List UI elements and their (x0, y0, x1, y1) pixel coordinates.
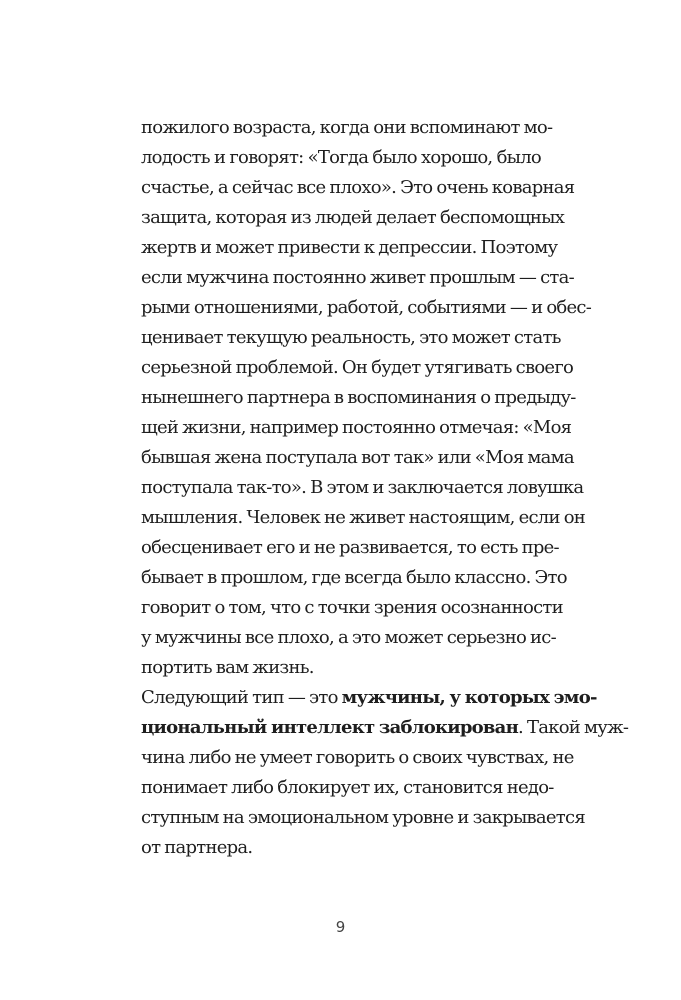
bold-text: мужчины, у которых эмо- (341, 687, 597, 708)
text-line: понимает либо блокирует их, становится недо- (141, 777, 554, 798)
text-line: если мужчина постоянно живет прошлым — ста- (141, 267, 574, 288)
text-line: лодость и говорят: «Тогда было хорошо, было (141, 147, 541, 168)
text-line (141, 713, 629, 743)
text-line: мышления. Человек не живет настоящим, если он (141, 507, 586, 528)
text-line: от партнера. (141, 837, 253, 858)
text-line: серьезной проблемой. Он будет утягивать своего (141, 357, 574, 378)
text-line: портить вам жизнь. (141, 657, 314, 678)
text-line: жертв и может привести к депрессии. Поэтому (141, 237, 558, 258)
text-line (141, 683, 597, 713)
regular-text: . Такой муж- (518, 717, 629, 738)
text-line: ценивает текущую реальность, это может стать (141, 327, 561, 348)
text-line: бывшая жена поступала вот так» или «Моя мама (141, 447, 574, 468)
bold-text: циональный интеллект заблокирован (141, 717, 519, 738)
page-number: 9 (335, 918, 346, 936)
text-line: поступала так-то». В этом и заключается ловушка (141, 477, 584, 498)
regular-text: Следующий тип — это (141, 687, 342, 708)
text-line: чина либо не умеет говорить о своих чувствах, не (141, 747, 574, 768)
text-line: счастье, а сейчас все плохо». Это очень коварная (141, 177, 575, 198)
text-line: пожилого возраста, когда они вспоминают мо- (141, 117, 553, 138)
text-line: щей жизни, например постоянно отмечая: «Моя (141, 417, 572, 438)
text-line: нынешнего партнера в воспоминания о предыду- (141, 387, 576, 408)
text-line: ступным на эмоциональном уровне и закрывается (141, 807, 585, 828)
text-line: защита, которая из людей делает беспомощных (141, 207, 565, 228)
text-line: у мужчины все плохо, а это может серьезно ис- (141, 627, 556, 648)
text-line: бывает в прошлом, где всегда было классно. Это (141, 567, 567, 588)
text-line: обесценивает его и не развивается, то есть пре- (141, 537, 559, 558)
text-line: рыми отношениями, работой, событиями — и обес- (141, 297, 592, 318)
text-line: говорит о том, что с точки зрения осознанности (141, 597, 563, 618)
